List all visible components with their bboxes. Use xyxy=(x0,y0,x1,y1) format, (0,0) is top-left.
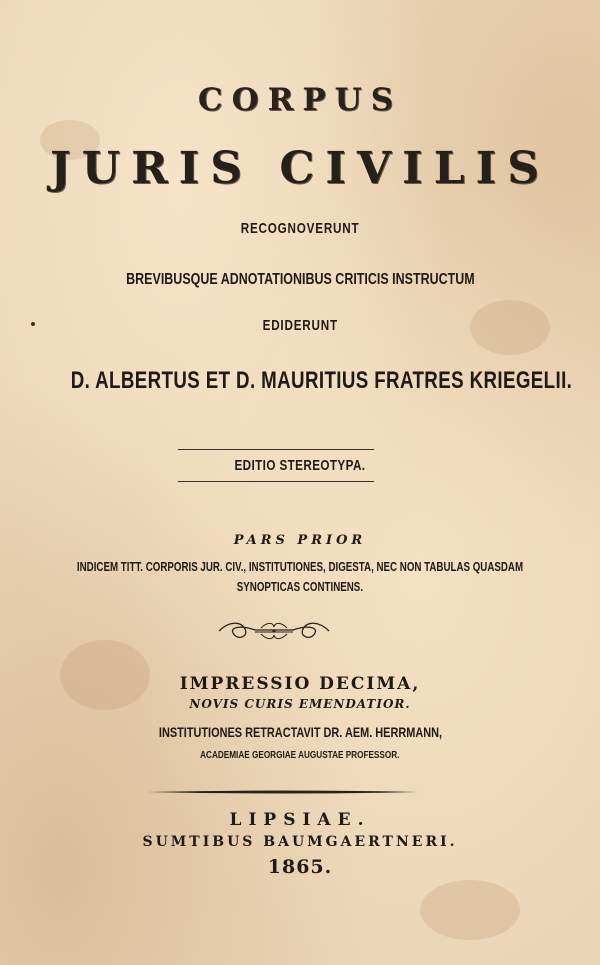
title-line-1: CORPUS xyxy=(197,82,403,118)
part-contents-line-2 xyxy=(0,579,600,594)
edition-rule-top xyxy=(178,449,374,450)
part-heading: PARS PRIOR xyxy=(233,533,367,548)
revised-by-label: INSTITUTIONES RETRACTAVIT DR. AEM. HERRMANN, xyxy=(158,724,442,740)
imprint-year: 1865. xyxy=(267,856,333,878)
editors-label: D. ALBERTUS ET D. MAURITIUS FRATRES KRIEGELII. xyxy=(70,367,573,394)
edition-label: EDITIO STEREOTYPA. xyxy=(234,457,366,474)
recognoverunt-label: RECOGNOVERUNT xyxy=(240,220,360,237)
editors-names xyxy=(0,366,600,395)
imprint-publisher: SUMTIBUS BAUMGAERTNERI. xyxy=(142,834,458,850)
affiliation-label: ACADEMIAE GEORGIAE AUGUSTAE PROFESSOR. xyxy=(200,749,400,761)
title-line-2: JURIS CIVILIS xyxy=(49,143,551,194)
ediderunt-label: EDIDERUNT xyxy=(262,317,338,334)
brevibusque-text xyxy=(0,269,600,289)
ornament-flourish-icon xyxy=(215,617,333,645)
paper-stain xyxy=(420,880,520,940)
edition-rule-bottom xyxy=(178,481,374,482)
revised-by-text xyxy=(0,724,600,741)
impression-subtitle: NOVIS CURIS EMENDATIOR. xyxy=(189,697,411,711)
imprint-rule xyxy=(145,788,421,796)
recognoverunt-text xyxy=(0,219,600,237)
part-contents-1-label: INDICEM TITT. CORPORIS JUR. CIV., INSTITUTIONES, DIGESTA, NEC NON TABULAS QUASDAM xyxy=(76,560,524,574)
ediderunt-text xyxy=(0,316,600,334)
brevibusque-label: BREVIBUSQUE ADNOTATIONIBUS CRITICIS INSTRUCTUM xyxy=(125,271,475,288)
part-contents-line-1 xyxy=(0,559,600,574)
edition-text xyxy=(0,456,600,474)
impression-title: IMPRESSIO DECIMA, xyxy=(179,674,421,694)
part-contents-2-label: SYNOPTICAS CONTINENS. xyxy=(236,580,364,594)
affiliation-text xyxy=(0,749,600,761)
imprint-city: LIPSIAE. xyxy=(229,810,371,830)
